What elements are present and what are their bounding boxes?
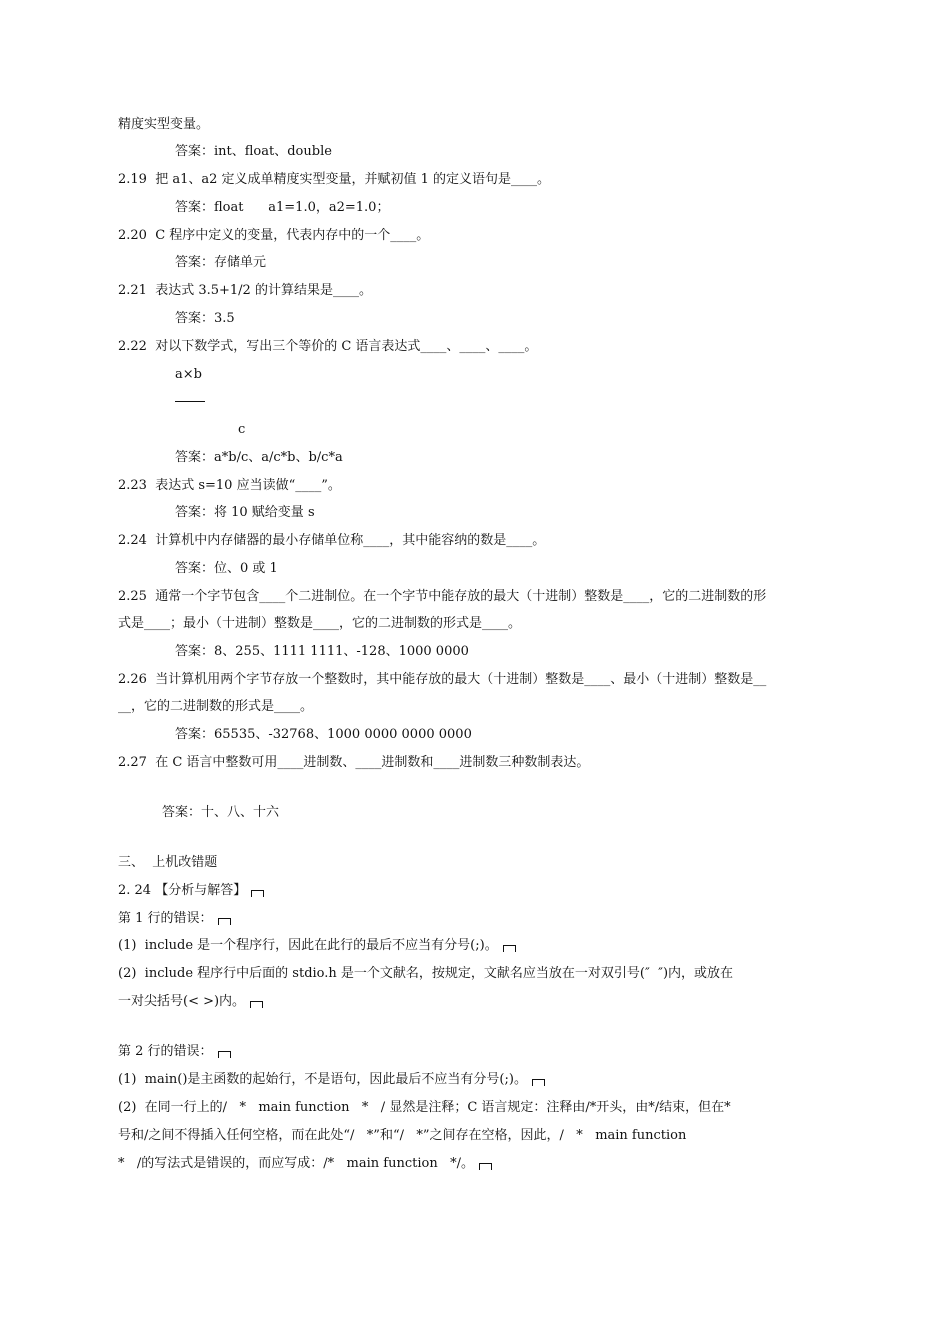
section-heading: 三、 上机改错题 — [118, 855, 218, 870]
paragraph-mark-icon — [532, 1079, 545, 1086]
error-item-cont: * /的写法式是错误的，而应写成：/* main function */。 — [118, 1155, 492, 1173]
paragraph-mark-icon — [218, 918, 231, 925]
question-line: 2.22 对以下数学式，写出三个等价的 C 语言表达式____、____、____。 — [118, 339, 538, 354]
answer-line: 答案：8、255、1111 1111、-128、1000 0000 — [175, 644, 469, 659]
error-heading: 第 2 行的错误： — [118, 1043, 231, 1061]
question-line-cont: 式是____；最小（十进制）整数是____，它的二进制数的形式是____。 — [118, 616, 522, 631]
answer-line: 答案：位、0 或 1 — [175, 561, 278, 576]
question-line: 2.26 当计算机用两个字节存放一个整数时，其中能存放的最大（十进制）整数是____、最小（十进制）整数是__ — [118, 672, 767, 687]
paragraph-mark-icon — [218, 1051, 231, 1058]
paragraph-mark-icon — [479, 1163, 492, 1170]
question-line: 2.23 表达式 s=10 应当读做“____”。 — [118, 478, 341, 493]
answer-line: 答案：int、float、double — [175, 144, 332, 159]
answer-line: 答案：十、八、十六 — [162, 805, 280, 820]
question-line: 2.25 通常一个字节包含____个二进制位。在一个字节中能存放的最大（十进制）整数是____，它的二进制数的形 — [118, 589, 767, 604]
error-item-cont: 号和/之间不得插入任何空格，而在此处“/ *”和“/ *”之间存在空格，因此，/ * main function — [118, 1128, 687, 1143]
text-line: 精度实型变量。 — [118, 117, 210, 132]
error-item-cont: 一对尖括号(< >)内。 — [118, 993, 263, 1011]
formula-numerator: a×b — [175, 367, 202, 382]
answer-line: 答案：存储单元 — [175, 255, 267, 270]
question-line: 2.21 表达式 3.5+1/2 的计算结果是____。 — [118, 283, 372, 298]
error-item: (1) main()是主函数的起始行，不是语句，因此最后不应当有分号(;)。 — [118, 1071, 545, 1089]
formula-fraction-bar — [175, 393, 205, 411]
answer-line: 答案：float a1=1.0，a2=1.0； — [175, 200, 390, 215]
question-line: 2.27 在 C 语言中整数可用____进制数、____进制数和____进制数三种数制表达。 — [118, 755, 590, 770]
analysis-heading: 2. 24 【分析与解答】 — [118, 882, 264, 900]
paragraph-mark-icon — [503, 945, 516, 952]
question-line-cont: __，它的二进制数的形式是____。 — [118, 699, 314, 714]
answer-line: 答案：65535、-32768、1000 0000 0000 0000 — [175, 727, 472, 742]
paragraph-mark-icon — [251, 890, 264, 897]
answer-line: 答案：a*b/c、a/c*b、b/c*a — [175, 450, 343, 465]
question-line: 2.24 计算机中内存储器的最小存储单位称____，其中能容纳的数是____。 — [118, 533, 546, 548]
error-item: (2) include 程序行中后面的 stdio.h 是一个文献名，按规定，文献名应当放在一对双引号(″ ″)内，或放在 — [118, 966, 734, 981]
error-item: (2) 在同一行上的/ * main function * / 显然是注释；C 语言规定：注释由/*开头，由*/结束，但在* — [118, 1100, 731, 1115]
answer-line: 答案：3.5 — [175, 311, 235, 326]
error-heading: 第 1 行的错误： — [118, 910, 231, 928]
error-item: (1) include 是一个程序行，因此在此行的最后不应当有分号(;)。 — [118, 937, 516, 955]
question-line: 2.20 C 程序中定义的变量，代表内存中的一个____。 — [118, 228, 430, 243]
formula-denominator: c — [238, 422, 246, 437]
question-line: 2.19 把 a1、a2 定义成单精度实型变量，并赋初值 1 的定义语句是____。 — [118, 172, 551, 187]
answer-line: 答案：将 10 赋给变量 s — [175, 505, 315, 520]
paragraph-mark-icon — [250, 1001, 263, 1008]
